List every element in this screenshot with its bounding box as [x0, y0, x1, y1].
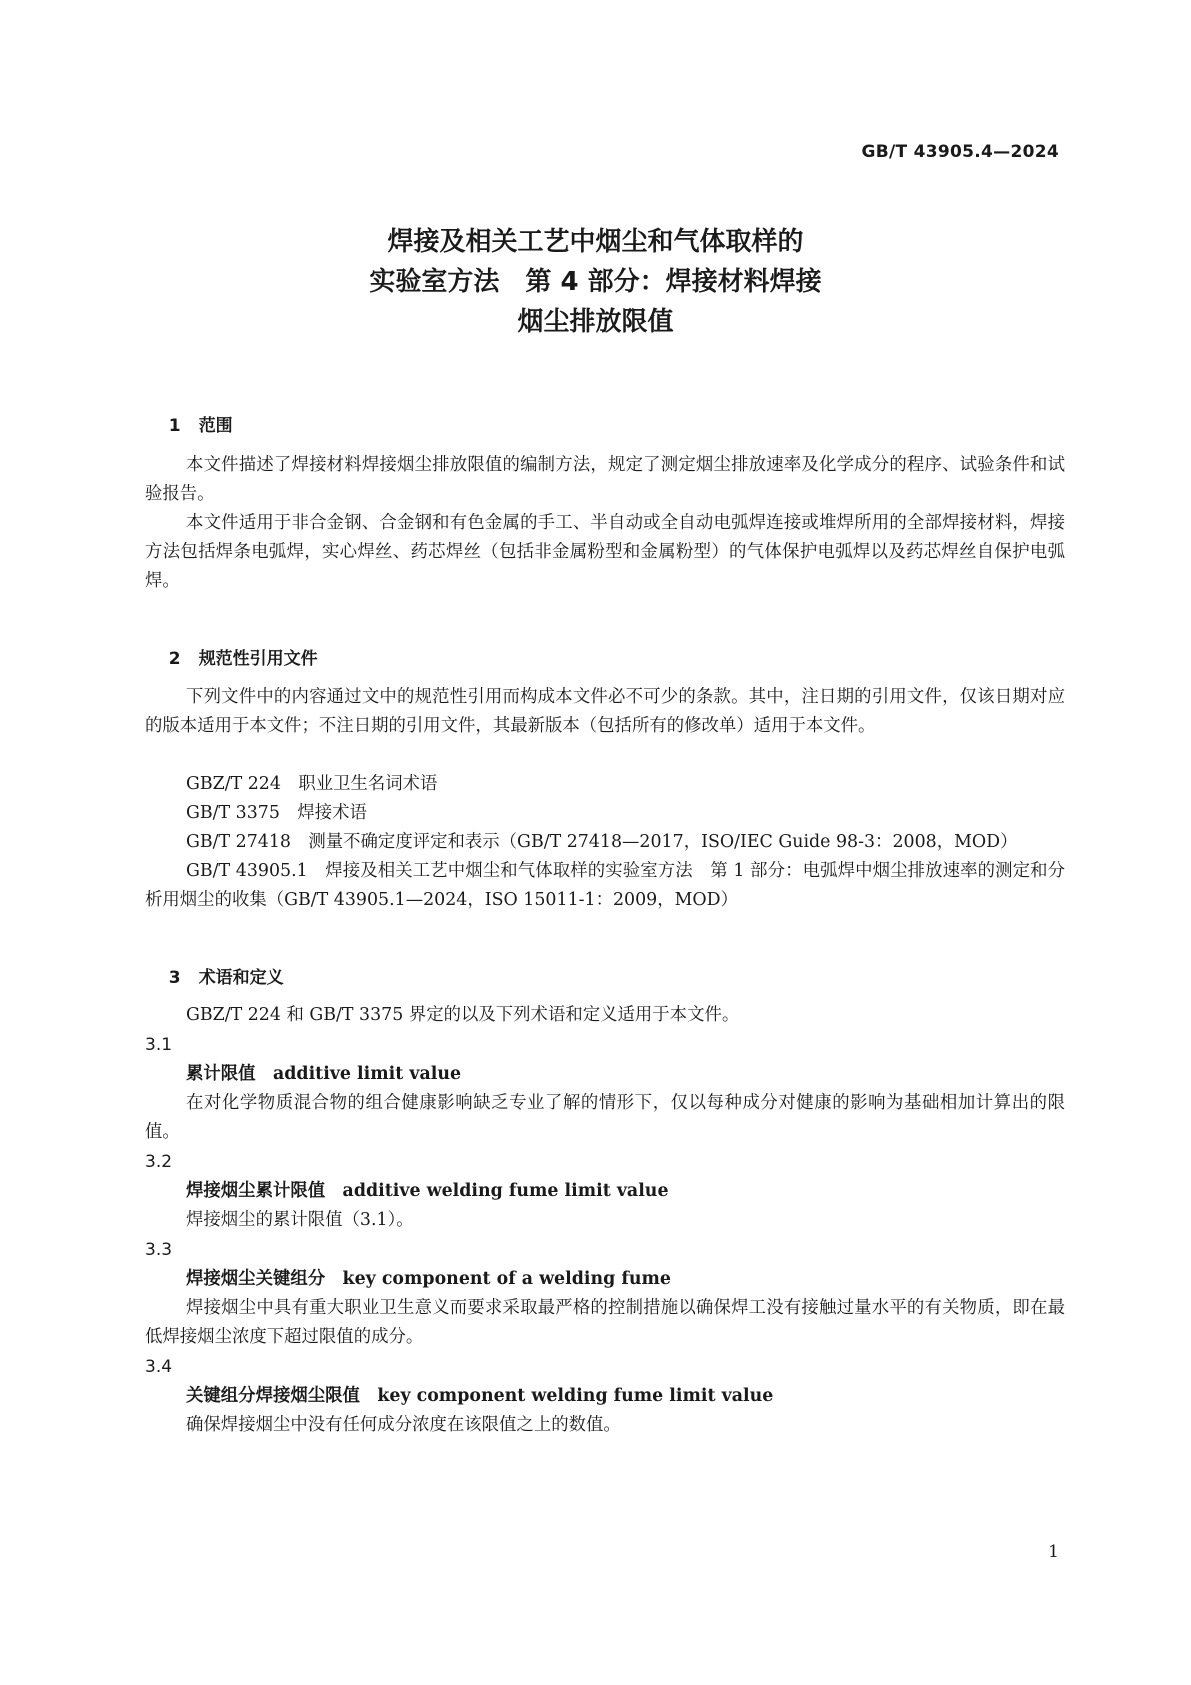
section-title: 范围 — [198, 416, 233, 436]
term-en: key component welding fume limit value — [377, 1386, 774, 1406]
section-3-heading — [145, 948, 284, 1008]
term-number: 3.3 — [145, 1240, 173, 1260]
term-definition: 焊接烟尘的累计限值（3.1）。 — [186, 1210, 414, 1230]
term-heading — [186, 1063, 461, 1085]
reference-gb-t-43905-1: GB/T 43905.1 焊接及相关工艺中烟尘和气体取样的实验室方法 第 1 部分：电弧焊中烟尘排放速率的测定和分析用烟尘的收集（GB/T 43905.1—2024，ISO 15011-1：2009，MOD） — [145, 861, 1065, 910]
section-2-heading — [145, 629, 318, 689]
section-number: 2 — [168, 649, 181, 669]
term-number: 3.4 — [145, 1357, 173, 1377]
term-definition: 确保焊接烟尘中没有任何成分浓度在该限值之上的数值。 — [186, 1415, 621, 1435]
reference-gb-t-27418: GB/T 27418 测量不确定度评定和表示（GB/T 27418—2017，ISO/IEC Guide 98-3：2008，MOD） — [186, 832, 1018, 852]
term-zh: 焊接烟尘累计限值 — [186, 1181, 326, 1201]
term-zh: 累计限值 — [186, 1064, 256, 1084]
term-definition: 在对化学物质混合物的组合健康影响缺乏专业了解的情形下，仅以每种成分对健康的影响为基础相加计算出的限值。 — [145, 1093, 1065, 1142]
section-1-paragraph-2: 本文件适用于非合金钢、合金钢和有色金属的手工、半自动或全自动电弧焊连接或堆焊所用的全部焊接材料，焊接方法包括焊条电弧焊，实心焊丝、药芯焊丝（包括非金属粉型和金属粉型）的气体保护电弧焊以及药芯焊丝自保护电弧焊。 — [145, 513, 1065, 591]
term-en: additive welding fume limit value — [342, 1181, 669, 1201]
title-line-3: 烟尘排放限值 — [517, 307, 674, 337]
term-heading — [186, 1180, 669, 1202]
section-1-heading — [145, 396, 233, 456]
section-title: 术语和定义 — [198, 968, 284, 988]
term-zh: 焊接烟尘关键组分 — [186, 1269, 326, 1289]
section-number: 3 — [168, 968, 181, 988]
term-number: 3.2 — [145, 1152, 173, 1172]
document-code: GB/T 43905.4—2024 — [861, 142, 1059, 162]
term-en: additive limit value — [272, 1064, 462, 1084]
section-3-intro: GBZ/T 224 和 GB/T 3375 界定的以及下列术语和定义适用于本文件。 — [186, 1005, 740, 1025]
term-number: 3.1 — [145, 1035, 173, 1055]
reference-gb-t-3375: GB/T 3375 焊接术语 — [186, 803, 367, 823]
term-definition: 焊接烟尘中具有重大职业卫生意义而要求采取最严格的控制措施以确保焊工没有接触过量水平的有关物质，即在最低焊接烟尘浓度下超过限值的成分。 — [145, 1298, 1065, 1347]
term-zh: 关键组分焊接烟尘限值 — [186, 1386, 360, 1406]
section-2-paragraph-1: 下列文件中的内容通过文中的规范性引用而构成本文件必不可少的条款。其中，注日期的引用文件，仅该日期对应的版本适用于本文件；不注日期的引用文件，其最新版本（包括所有的修改单）适用于本文件。 — [145, 687, 1065, 736]
reference-gbz-t-224: GBZ/T 224 职业卫生名词术语 — [186, 774, 438, 794]
term-heading — [186, 1268, 671, 1290]
title-line-1: 焊接及相关工艺中烟尘和气体取样的 — [387, 227, 804, 257]
term-heading — [186, 1385, 773, 1407]
page-number: 1 — [1048, 1542, 1059, 1562]
section-1-paragraph-1: 本文件描述了焊接材料焊接烟尘排放限值的编制方法，规定了测定烟尘排放速率及化学成分的程序、试验条件和试验报告。 — [145, 455, 1065, 504]
title-line-2: 实验室方法 第 4 部分：焊接材料焊接 — [369, 267, 822, 297]
section-title: 规范性引用文件 — [198, 649, 318, 669]
term-en: key component of a welding fume — [342, 1269, 671, 1289]
section-number: 1 — [168, 416, 181, 436]
